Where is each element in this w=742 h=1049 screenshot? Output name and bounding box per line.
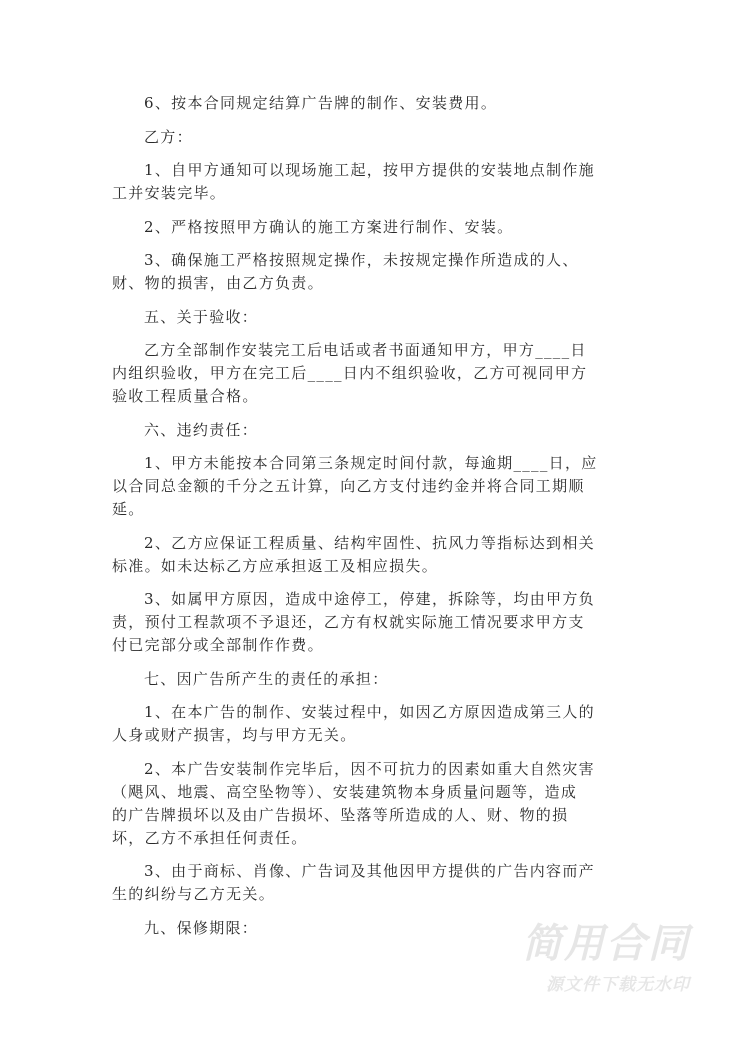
text-line: 财、物的损害，由乙方负责。 (112, 274, 324, 292)
watermark-logo: 简用合同 (522, 921, 690, 967)
text-line: 延。 (112, 500, 145, 518)
text-line: 五、关于验收： (144, 307, 259, 326)
text-line: 生的纠纷与乙方无关。 (112, 885, 276, 903)
text-line: 七、因广告所产生的责任的承担： (144, 669, 389, 688)
paragraph (112, 92, 602, 115)
text-line: 内组织验收，甲方在完工后____日内不组织验收，乙方可视同甲方 (112, 364, 588, 382)
text-line: 2、乙方应保证工程质量、结构牢固性、抗风力等指标达到相关 (144, 533, 595, 552)
text-line: 验收工程质量合格。 (112, 387, 259, 405)
document-body (112, 92, 602, 950)
paragraph (112, 588, 602, 657)
text-line: 2、严格按照甲方确认的施工方案进行制作、安装。 (144, 217, 514, 236)
paragraph (112, 159, 602, 205)
text-line: 标准。如未达标乙方应承担返工及相应损失。 (112, 556, 439, 575)
paragraph (112, 668, 602, 691)
text-line: 工并安装完毕。 (112, 184, 227, 202)
text-line: 九、保修期限： (144, 918, 259, 937)
text-line: 3、确保施工严格按照规定操作，未按规定操作所造成的人、 (144, 251, 579, 269)
paragraph (112, 758, 602, 850)
paragraph (112, 249, 602, 295)
text-line: 3、由于商标、肖像、广告词及其他因甲方提供的广告内容而产 (144, 862, 595, 880)
text-line: 以合同总金额的千分之五计算，向乙方支付违约金并将合同工期顺 (112, 477, 585, 495)
text-line: 乙方： (144, 127, 193, 146)
paragraph (112, 339, 602, 408)
text-line: 1、在本广告的制作、安装过程中，如因乙方原因造成第三人的 (144, 703, 595, 721)
text-line: 1、自甲方通知可以现场施工起，按甲方提供的安装地点制作施 (144, 161, 595, 179)
text-line: 责，预付工程款项不予退还，乙方有权就实际施工情况要求甲方支 (112, 613, 585, 631)
paragraph (112, 532, 602, 578)
paragraph (112, 452, 602, 521)
text-line: 的广告牌损坏以及由广告损坏、坠落等所造成的人、财、物的损 (112, 805, 569, 824)
paragraph (112, 419, 602, 442)
paragraph (112, 306, 602, 329)
text-line: 6、按本合同规定结算广告牌的制作、安装费用。 (144, 94, 498, 112)
text-line: 2、本广告安装制作完毕后，因不可抗力的因素如重大自然灾害 (144, 759, 595, 778)
text-line: 付已完部分或全部制作作费。 (112, 636, 324, 654)
watermark-subtitle: 源文件下载无水印 (546, 975, 690, 995)
paragraph (112, 216, 602, 239)
paragraph (112, 860, 602, 906)
paragraph (112, 701, 602, 747)
text-line: 六、违约责任： (144, 420, 259, 439)
text-line: 坏，乙方不承担任何责任。 (112, 828, 308, 847)
text-line: 乙方全部制作安装完工后电话或者书面通知甲方，甲方____日 (144, 341, 587, 359)
paragraph (112, 126, 602, 149)
text-line: 人身或财产损害，均与甲方无关。 (112, 726, 357, 744)
text-line: 3、如属甲方原因，造成中途停工，停建，拆除等，均由甲方负 (144, 590, 595, 608)
text-line: 1、甲方未能按本合同第三条规定时间付款，每逾期____日，应 (144, 454, 598, 472)
text-line: （飓风、地震、高空坠物等）、安装建筑物本身质量问题等，造成 (112, 782, 578, 801)
